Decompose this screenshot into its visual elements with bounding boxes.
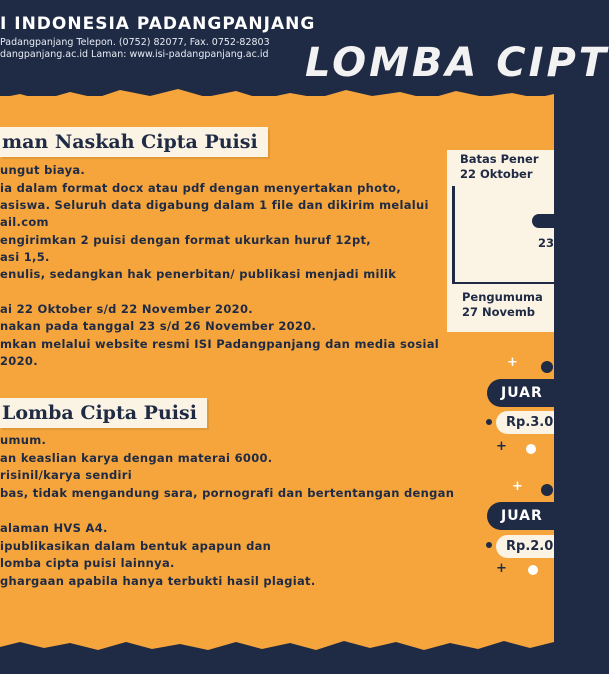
section2-line: umum.: [0, 433, 47, 447]
section2-line: alaman HVS A4.: [0, 521, 108, 535]
institution-title: I INDONESIA PADANGPANJANG: [0, 14, 316, 34]
section1-line: ail.com: [0, 215, 49, 229]
section-title-lomba: Lomba Cipta Puisi: [0, 398, 207, 428]
deadline-date: 22 Oktober: [460, 167, 533, 181]
dot-icon: [526, 444, 536, 454]
address-line: Padangpanjang Telepon. (0752) 82077, Fax. 0752-82803: [0, 37, 270, 48]
web-line: dangpanjang.ac.id Laman: www.isi-padangpanjang.ac.id: [0, 49, 269, 60]
section-title-naskah: man Naskah Cipta Puisi: [0, 127, 268, 157]
prize2-title: JUAR: [487, 502, 554, 530]
announce-label: Pengumuma: [462, 290, 543, 304]
section1-line: enulis, sedangkan hak penerbitan/ publikasi menjadi milik: [0, 267, 397, 281]
section1-line: engirimkan 2 puisi dengan format ukurkan huruf 12pt,: [0, 233, 371, 247]
section1-line: mkan melalui website resmi ISI Padangpanjang dan media sosial: [0, 337, 440, 351]
section1-line: asi 1,5.: [0, 250, 50, 264]
announce-date: 27 Novemb: [462, 305, 536, 319]
section1-line: asiswa. Seluruh data digabung dalam 1 file dan dikirim melalui: [0, 198, 429, 212]
section1-line: nakan pada tanggal 23 s/d 26 November 2020.: [0, 319, 317, 333]
dot-icon: [541, 361, 553, 373]
bullet-icon: [486, 419, 492, 425]
prize2-amount: Rp.2.0: [496, 535, 554, 558]
deadline-label: Batas Pener: [460, 152, 539, 166]
dot-icon: [528, 565, 538, 575]
section1-line: ia dalam format docx atau pdf dengan menyertakan photo,: [0, 181, 402, 195]
section1-line: ai 22 Oktober s/d 22 November 2020.: [0, 302, 253, 316]
section2-line: ghargaan apabila hanya terbukti hasil plagiat.: [0, 574, 316, 588]
torn-top-edge: [0, 84, 554, 108]
section2-line: lomba cipta puisi lainnya.: [0, 556, 175, 570]
section2-line: an keaslian karya dengan materai 6000.: [0, 451, 273, 465]
plus-icon: +: [496, 439, 507, 454]
dot-icon: [541, 484, 553, 496]
timeline-line: [452, 186, 455, 282]
plus-icon: +: [512, 479, 523, 494]
prize1-title: JUAR: [487, 379, 554, 407]
timeline-marker: [532, 214, 554, 228]
judging-date: 23: [538, 236, 555, 250]
banner-title: LOMBA CIPT: [305, 40, 609, 86]
section2-line: bas, tidak mengandung sara, pornografi dan bertentangan dengan: [0, 486, 455, 500]
plus-icon: +: [496, 561, 507, 576]
section1-line: 2020.: [0, 354, 38, 368]
section2-line: ipublikasikan dalam bentuk apapun dan: [0, 539, 272, 553]
section1-line: ungut biaya.: [0, 163, 86, 177]
section2-line: risinil/karya sendiri: [0, 468, 132, 482]
prize1-amount: Rp.3.0: [496, 411, 554, 434]
bullet-icon: [486, 542, 492, 548]
torn-bottom-edge: [0, 632, 554, 656]
plus-icon: +: [507, 355, 518, 370]
timeline-divider: [452, 282, 554, 284]
